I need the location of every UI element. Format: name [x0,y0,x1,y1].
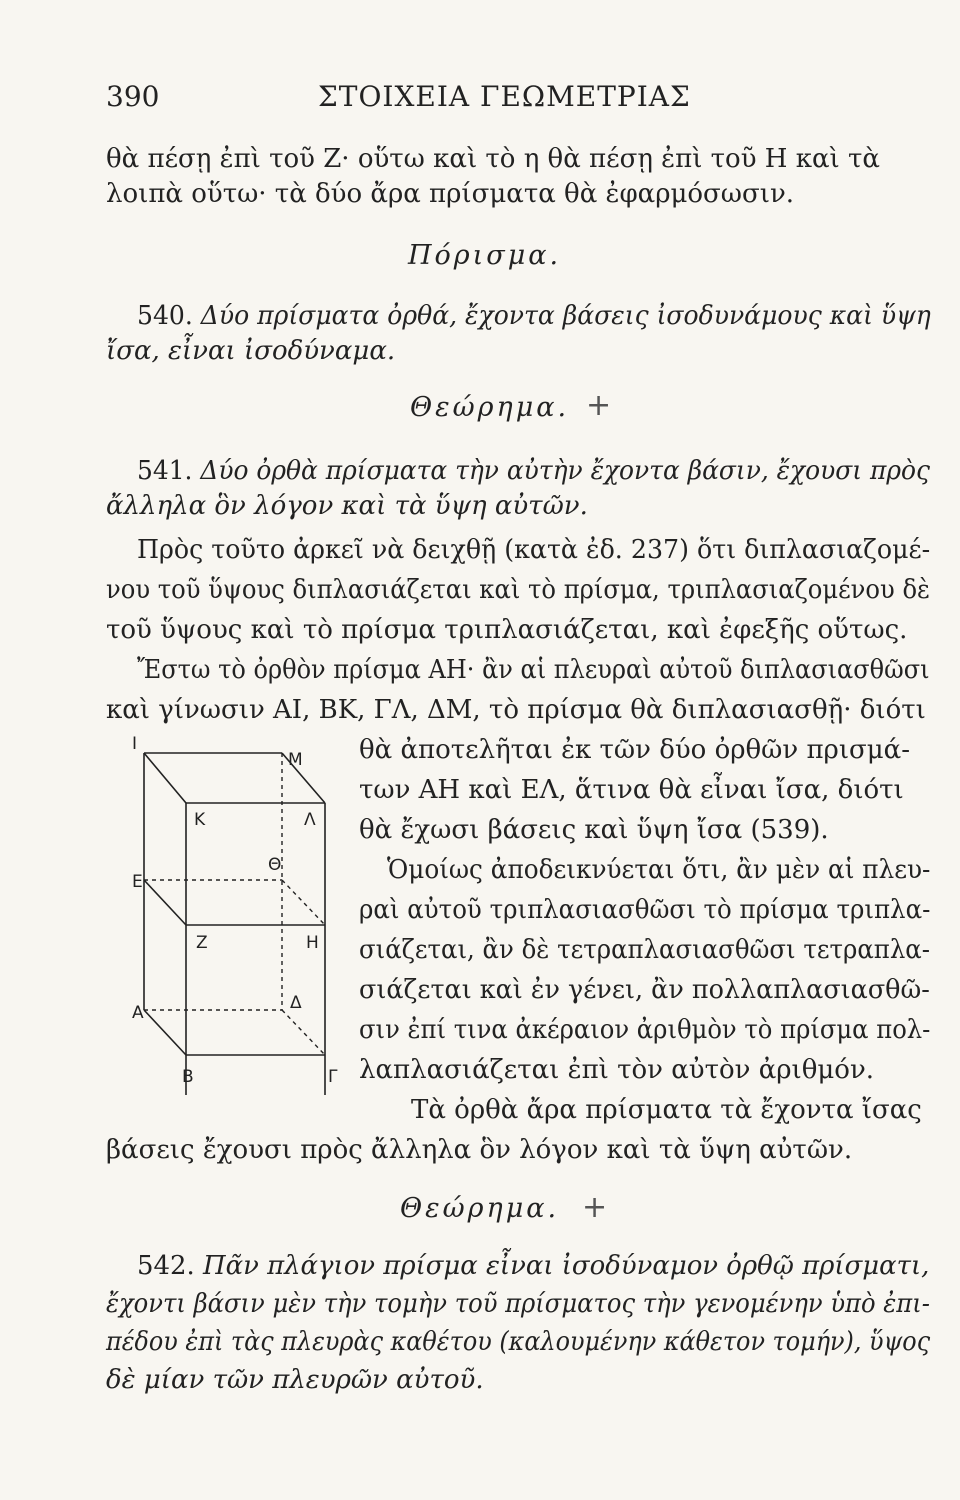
proof-541-line-4: Ἔστω τὸ ὀρθὸν πρίσμα ΑΗ· ἂν αἱ πλευραὶ αὐτοῦ διπλασιασθῶσι [137,655,930,685]
proof-541-line-5: καὶ γίνωσιν ΑΙ, ΒΚ, ΓΛ, ΔΜ, τὸ πρίσμα θὰ διπλασιασθῇ· διότι [106,695,926,725]
proof-541-line-2: νου τοῦ ὕψους διπλασιάζεται καὶ τὸ πρίσμα, τριπλασιαζομένου δὲ [106,575,931,605]
side-line-9: λαπλασιάζεται ἐπὶ τὸν αὐτὸν ἀριθμόν. [359,1055,875,1085]
page-number: 390 [106,80,160,113]
section-number-540: 540. [137,301,193,331]
label-Z: Ζ [196,933,208,953]
side-line-8: σιν ἐπί τινα ἀκέραιον ἀριθμὸν τὸ πρίσμα πολ- [359,1015,931,1045]
theorem-541-statement-2: ἄλληλα ὃν λόγον καὶ τὰ ὕψη αὐτῶν. [106,491,588,521]
side-line-6: σιάζεται, ἂν δὲ τετραπλασιασθῶσι τετραπλα- [359,935,930,965]
hidden-edge-TH-H [282,880,325,925]
label-D: Δ [290,993,302,1013]
proof-541-line-1: Πρὸς τοῦτο ἀρκεῖ νὰ δειχθῇ (κατὰ ἐδ. 237) ὅτι διπλασιαζομέ- [137,535,931,565]
proof-541-line-3: τοῦ ὕψους καὶ τὸ πρίσμα τριπλασιάζεται, καὶ ἐφεξῆς οὕτως. [106,615,908,645]
label-H: Η [306,933,319,953]
side-line-5: ραὶ αὐτοῦ τριπλασιασθῶσι τὸ πρίσμα τριπλα- [359,895,931,925]
paragraph-540-text-1: Δύο πρίσματα ὀρθά, ἔχοντα βάσεις ἰσοδυνάμους καὶ ὕψη [200,301,931,331]
paragraph-541-line-1 [137,455,930,487]
side-line-1: θὰ ἀποτελῆται ἐκ τῶν δύο ὀρθῶν πρισμά- [359,735,911,765]
conclusion-line-1: Τὰ ὀρθὰ ἄρα πρίσματα τὰ ἔχοντα ἴσας [411,1095,922,1125]
hidden-edge-D-G [282,1010,325,1055]
porisma-heading: Πόρισμα. [408,240,562,271]
edge-I-K [144,753,186,803]
cross-mark-2: + [582,1190,608,1225]
label-G: Γ [328,1067,338,1087]
label-E: Ε [132,872,143,892]
section-number-542: 542. [137,1251,195,1281]
label-K: Κ [194,810,206,830]
theorem-541-statement-1: Δύο ὀρθὰ πρίσματα τὴν αὐτὴν ἔχοντα βάσιν, ἔχουσι πρὸς [200,456,930,486]
side-line-7: σιάζεται καὶ ἐν γένει, ἂν πολλαπλασιασθῶ- [359,975,930,1005]
label-I: Ι [132,735,138,754]
theorema-heading-1: Θεώρημα. [410,392,570,423]
section-number-541: 541. [137,456,193,486]
prism-figure [118,735,338,1095]
paragraph-542-line-1 [137,1250,929,1282]
paragraph-540-line-1 [137,300,931,332]
theorema-heading-2: Θεώρημα. [400,1193,560,1224]
running-title: ΣΤΟΙΧΕΙΑ ΓΕΩΜΕΤΡΙΑΣ [318,80,691,113]
cross-mark-1: + [586,388,612,423]
side-line-3: θὰ ἔχωσι βάσεις καὶ ὕψη ἴσα (539). [359,815,829,845]
theorem-542-line-3: πέδου ἐπὶ τὰς πλευρὰς καθέτου (καλουμένην κάθετον τομήν), ὕψος [106,1327,931,1357]
theorem-542-line-2: ἔχοντι βάσιν μὲν τὴν τομὴν τοῦ πρίσματος τὴν γενομένην ὑπὸ ἐπι- [106,1289,930,1319]
label-M: Μ [288,750,303,770]
conclusion-line-2: βάσεις ἔχουσι πρὸς ἄλληλα ὃν λόγον καὶ τὰ ὕψη αὐτῶν. [106,1135,853,1165]
theorem-542-text-1: Πᾶν πλάγιον πρίσμα εἶναι ἰσοδύναμον ὀρθῷ πρίσματι, [202,1251,930,1281]
label-L: Λ [304,810,316,830]
edge-A-B [144,1010,186,1055]
label-TH: Θ [268,855,282,875]
intro-line-2: λοιπὰ οὕτω· τὰ δύο ἄρα πρίσματα θὰ ἐφαρμόσωσιν. [106,179,795,209]
side-line-4: Ὁμοίως ἀποδεικνύεται ὅτι, ἂν μὲν αἱ πλευ- [387,855,931,885]
label-B: Β [182,1067,194,1087]
label-A: Α [132,1003,144,1023]
paragraph-540-line-2: ἴσα, εἶναι ἰσοδύναμα. [106,336,396,366]
theorem-542-line-4: δὲ μίαν τῶν πλευρῶν αὐτοῦ. [106,1365,484,1395]
side-line-2: των ΑΗ καὶ ΕΛ, ἅτινα θὰ εἶναι ἴσα, διότι [359,775,904,805]
edge-E-Z [144,880,186,925]
intro-line-1: θὰ πέσῃ ἐπὶ τοῦ Ζ· οὕτω καὶ τὸ η θὰ πέσῃ ἐπὶ τοῦ Η καὶ τὰ [106,144,880,174]
